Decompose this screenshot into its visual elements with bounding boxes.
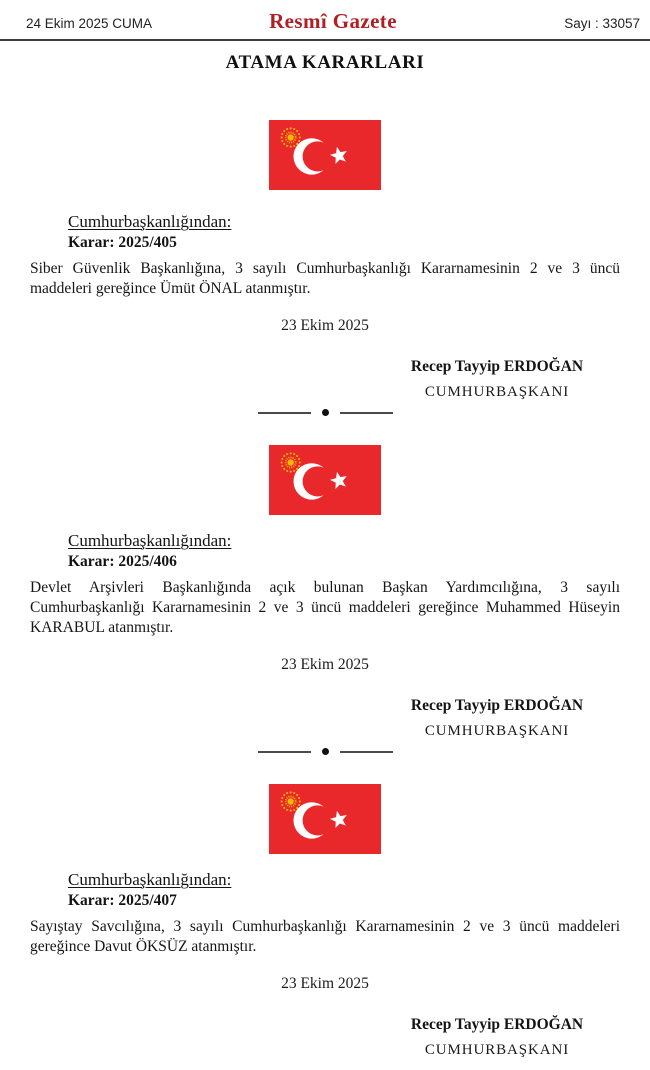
masthead [0,0,650,41]
signature-block [347,696,647,741]
signer-title: CUMHURBAŞKANI [424,384,570,400]
decree-section-405 [0,120,650,402]
issuing-authority: Cumhurbaşkanlığından: [68,212,232,231]
decree-body: Devlet Arşivleri Başkanlığında açık bulunan Başkan Yardımcılığına, 3 sayılı Cumhurbaşkanlığı Kararnamesinin 2 ve 3 üncü maddeleri gereğince Muhammed Hüseyin KARABUL atanmıştır. [30,579,620,636]
decision-number: Karar: 2025/405 [68,234,177,251]
signer-name: Recep Tayyip ERDOĞAN [410,358,584,375]
issuing-authority: Cumhurbaşkanlığından: [68,531,232,550]
decision-number: Karar: 2025/406 [68,553,177,570]
signature-block [347,357,647,402]
divider-dot [322,748,329,755]
signer-title: CUMHURBAŞKANI [424,723,570,739]
decision-number: Karar: 2025/407 [68,892,177,909]
divider-dot [322,409,329,416]
decree-head [68,212,650,252]
turkish-presidential-flag [269,120,381,190]
issuing-authority: Cumhurbaşkanlığından: [68,870,232,889]
decree-head [68,870,650,910]
section-divider [0,747,650,756]
signature-block [347,1015,647,1060]
decree-date: 23 Ekim 2025 [281,975,369,992]
signer-name: Recep Tayyip ERDOĞAN [410,1016,584,1033]
divider-line [340,751,393,753]
gazette-date: 24 Ekim 2025 CUMA [26,16,153,31]
divider-line [340,412,393,414]
page-title: ATAMA KARARLARI [225,52,425,73]
decree-section-406 [0,445,650,741]
decree-body: Siber Güvenlik Başkanlığına, 3 sayılı Cumhurbaşkanlığı Kararnamesinin 2 ve 3 üncü maddeleri gereğince Ümüt ÖNAL atanmıştır. [30,260,620,297]
section-divider [0,408,650,417]
signer-name: Recep Tayyip ERDOĞAN [410,697,584,714]
decree-body: Sayıştay Savcılığına, 3 sayılı Cumhurbaşkanlığı Kararnamesinin 2 ve 3 üncü maddeleri gereğince Davut ÖKSÜZ atanmıştır. [30,918,620,955]
gazette-title: Resmî Gazete [269,9,397,33]
decree-date: 23 Ekim 2025 [281,656,369,673]
decree-date: 23 Ekim 2025 [281,317,369,334]
signer-title: CUMHURBAŞKANI [424,1042,570,1058]
divider-line [258,412,311,414]
divider-line [258,751,311,753]
decree-head [68,531,650,571]
decree-section-407 [0,784,650,1060]
turkish-presidential-flag [269,445,381,515]
issue-number: Sayı : 33057 [564,16,641,31]
turkish-presidential-flag [269,784,381,854]
